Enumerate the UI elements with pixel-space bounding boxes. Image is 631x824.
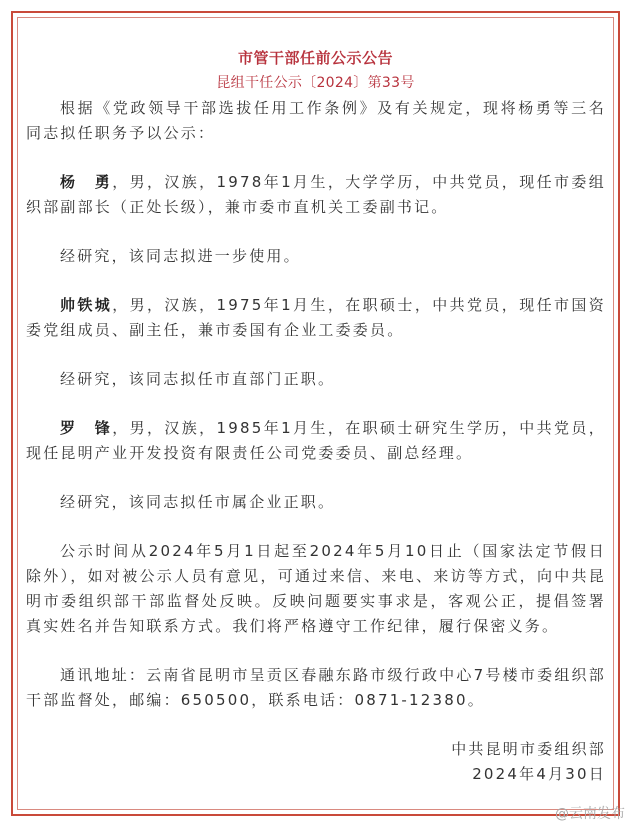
candidate-2 [26,293,606,343]
watermark: @云南发布 [555,806,625,822]
signature-org: 中共昆明市委组织部 [451,740,606,758]
candidate-bio: ，男，汉族，1985年1月生，在职硕士研究生学历，中共党员，现任昆明产业开发投资有限责任公司党委委员、副总经理。 [26,419,606,462]
candidate-name: 杨 勇 [60,173,113,191]
candidate-1 [26,170,606,220]
document-number: 昆组干任公示〔2024〕第33号 [216,75,415,91]
candidate-bio: ，男，汉族，1978年1月生，大学学历，中共党员，现任市委组织部副部长（正处长级），兼市委市直机关工委副书记。 [26,173,606,216]
signature-date: 2024年4月30日 [472,765,606,783]
candidate-bio: ，男，汉族，1975年1月生，在职硕士，中共党员，现任市国资委党组成员、副主任，兼市委国有企业工委委员。 [26,296,606,339]
notice-paragraph: 公示时间从2024年5月1日起至2024年5月10日止（国家法定节假日除外），如对被公示人员有意见，可通过来信、来电、来访等方式，向中共昆明市委组织部干部监督处反映。反映问题要实事求是，客观公正，提倡签署真实姓名并告知联系方式。我们将严格遵守工作纪律，履行保密义务。 [26,542,606,635]
address-paragraph: 通讯地址：云南省昆明市呈贡区春融东路市级行政中心7号楼市委组织部干部监督处，邮编：650500，联系电话：0871-12380。 [26,666,606,709]
candidate-name: 帅铁城 [60,296,113,314]
candidate-3 [26,416,606,466]
intro-paragraph: 根据《党政领导干部选拔任用工作条例》及有关规定，现将杨勇等三名同志拟任职务予以公示： [26,99,606,142]
candidate-decision: 经研究，该同志拟进一步使用。 [60,247,301,265]
candidate-name: 罗 锋 [60,419,113,437]
notice-body [26,96,606,787]
candidate-decision: 经研究，该同志拟任市属企业正职。 [60,493,336,511]
candidate-decision: 经研究，该同志拟任市直部门正职。 [60,370,336,388]
notice-title: 市管干部任前公示公告 [237,49,393,67]
